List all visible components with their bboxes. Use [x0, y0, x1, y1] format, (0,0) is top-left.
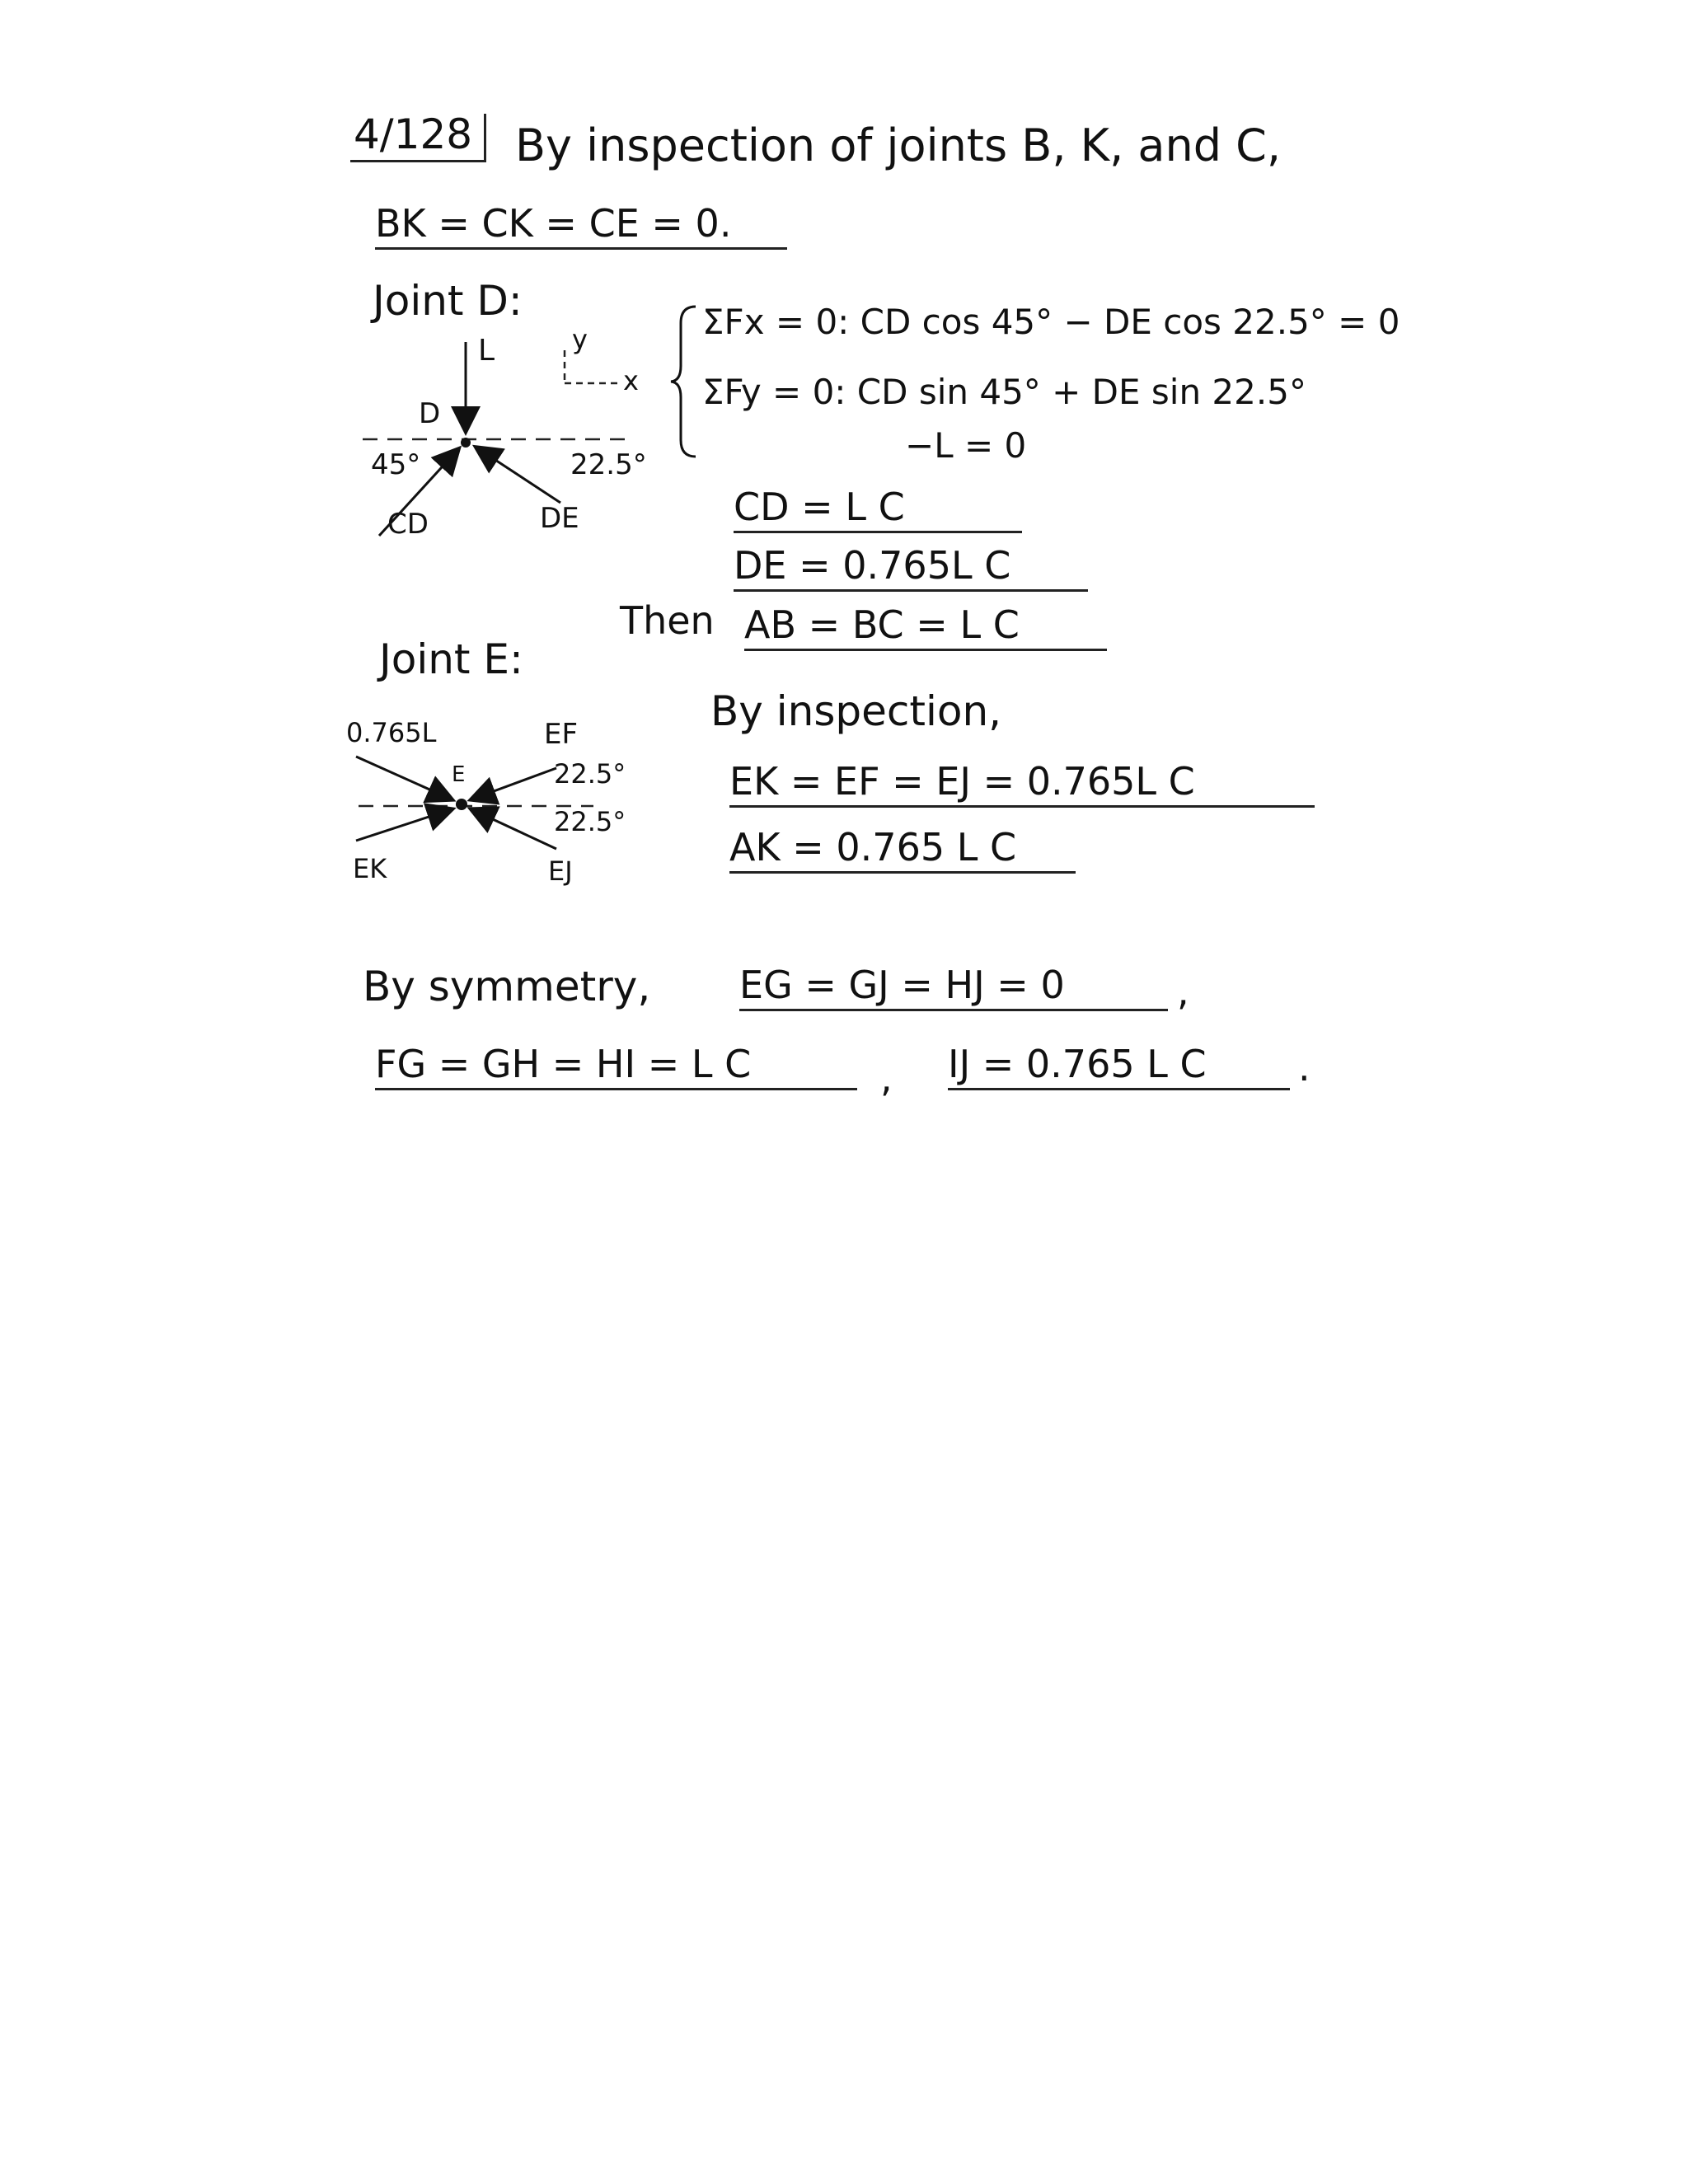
axis-x-label: x: [623, 365, 639, 396]
result-cd: CD = L C: [734, 488, 1022, 533]
force-upper-left-label: 0.765L: [346, 717, 437, 748]
angle-right-label: 22.5°: [570, 448, 647, 481]
symmetry-zero-members: EG = GJ = HJ = 0: [739, 966, 1168, 1011]
equations-brace: [668, 303, 701, 460]
then-label: Then: [620, 598, 715, 643]
result-ak: AK = 0.765 L C: [729, 828, 1076, 874]
joint-d-free-body-diagram: [354, 317, 684, 556]
force-upper-right-label: EF: [544, 718, 579, 751]
joint-e-heading: Joint E:: [379, 635, 523, 683]
equation-sum-fx: ΣFx = 0: CD cos 45° − DE cos 22.5° = 0: [702, 302, 1400, 342]
joint-e-free-body-diagram: [346, 717, 676, 890]
joint-label: E: [452, 762, 466, 787]
symmetry-label: By symmetry,: [363, 963, 651, 1010]
member-cd-label: CD: [387, 508, 429, 541]
angle-left-label: 45°: [371, 448, 421, 481]
symmetry-separator: ,: [880, 1056, 893, 1100]
symmetry-trailing-comma: ,: [1177, 969, 1189, 1014]
axis-y-label: y: [572, 324, 588, 355]
result-ek-ef-ej: EK = EF = EJ = 0.765L C: [729, 762, 1315, 808]
joint-d-heading: Joint D:: [373, 277, 523, 325]
result-fg-gh-hi: FG = GH = HI = L C: [375, 1045, 857, 1090]
member-de-label: DE: [540, 502, 579, 535]
intro-text: By inspection of joints B, K, and C,: [515, 120, 1282, 171]
member-ek-label: EK: [353, 853, 387, 884]
zero-members-statement: BK = CK = CE = 0.: [375, 204, 787, 250]
final-period: .: [1298, 1045, 1311, 1090]
result-de: DE = 0.765L C: [734, 546, 1088, 592]
load-label: L: [478, 334, 495, 368]
member-ej-label: EJ: [548, 855, 573, 887]
inspection-label: By inspection,: [710, 687, 1002, 735]
angle-upper-label: 22.5°: [554, 758, 626, 790]
equation-sum-fy-continued: −L = 0: [905, 425, 1027, 466]
result-ij: IJ = 0.765 L C: [948, 1045, 1290, 1090]
equation-sum-fy: ΣFy = 0: CD sin 45° + DE sin 22.5°: [702, 372, 1306, 412]
joint-label: D: [419, 397, 441, 430]
angle-lower-label: 22.5°: [554, 806, 626, 837]
result-ab-bc: AB = BC = L C: [744, 606, 1107, 651]
problem-number: 4/128: [350, 114, 486, 162]
